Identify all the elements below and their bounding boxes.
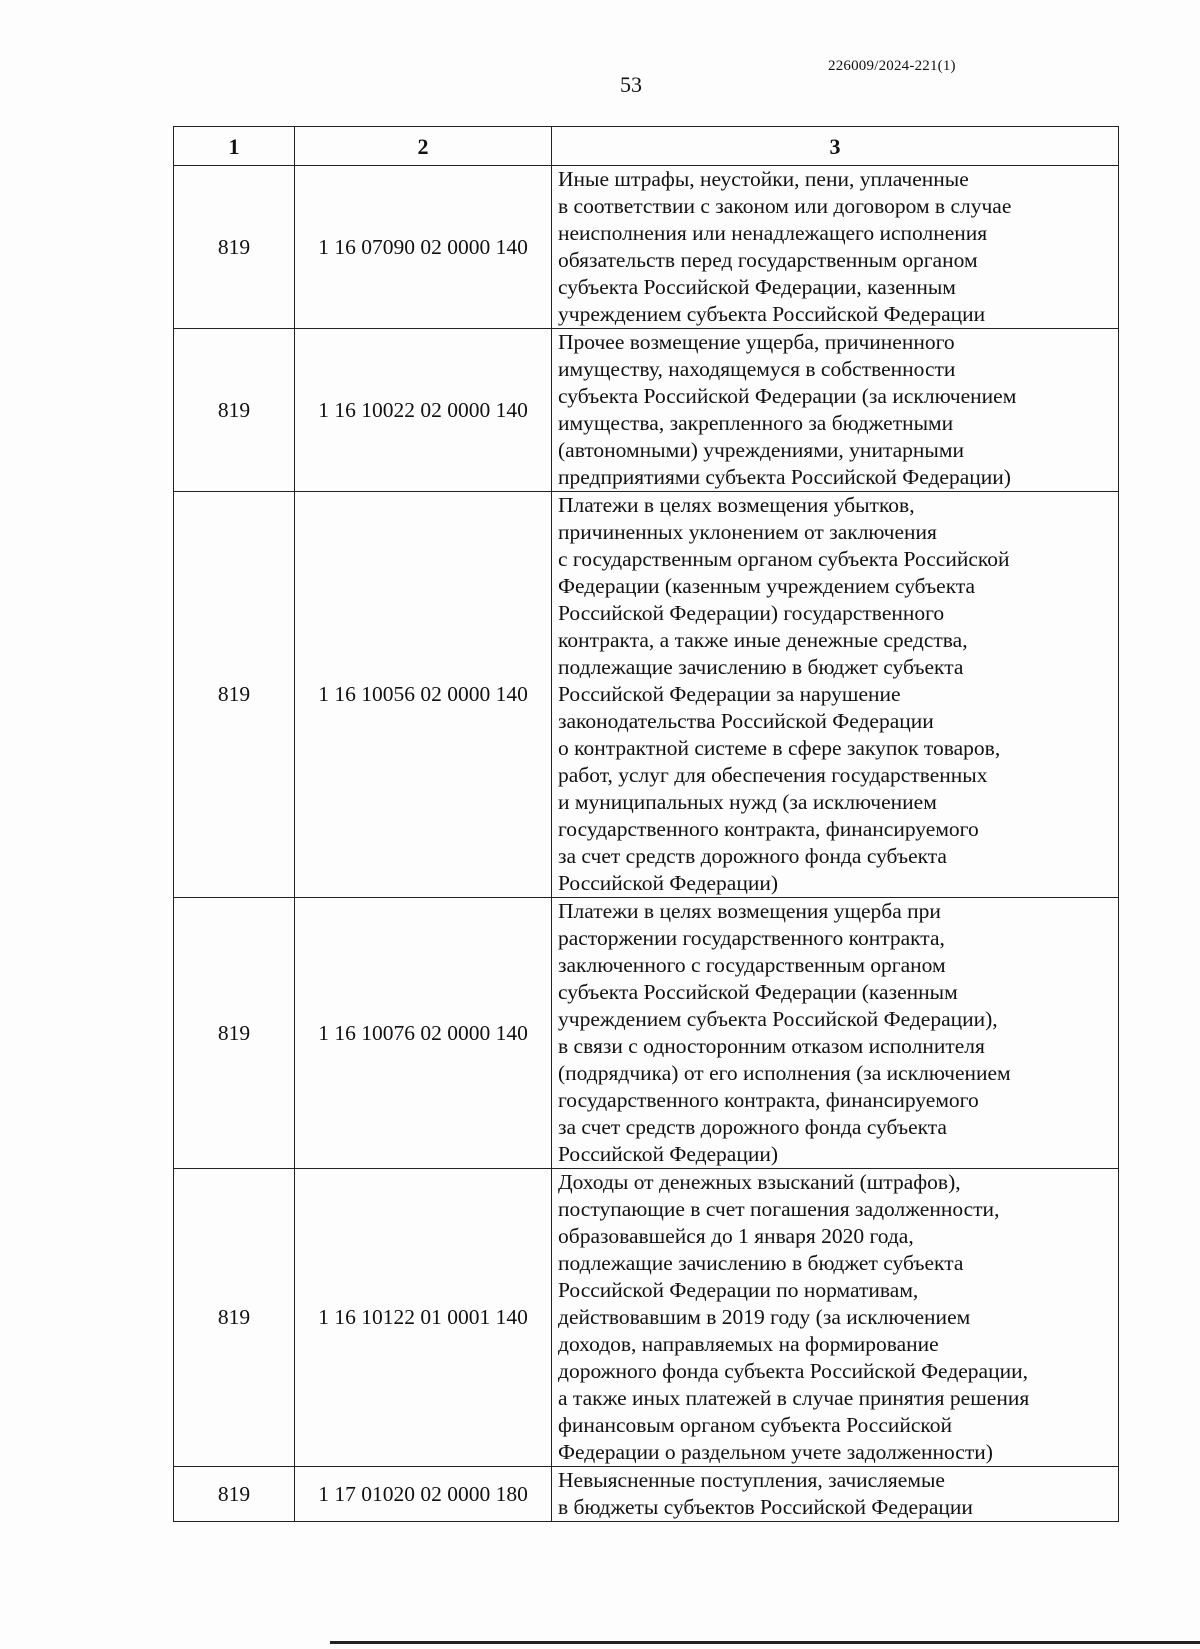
revenue-name-line: Иные штрафы, неустойки, пени, уплаченные [558,167,969,191]
revenue-name-cell [552,1169,1119,1467]
document-number: 226009/2024-221(1) [828,58,956,74]
revenue-name-line: действовавшим в 2019 году (за исключением [558,1305,971,1329]
revenue-name-line: Платежи в целях возмещения убытков, [558,493,915,517]
table-row [174,1169,1119,1467]
revenue-name-line: субъекта Российской Федерации (за исключением [558,384,1017,408]
revenue-name-cell [552,492,1119,898]
table-row [174,898,1119,1169]
revenue-name-cell [552,898,1119,1169]
table-row [174,166,1119,329]
revenue-name-cell [552,329,1119,492]
revenue-name-line: (подрядчика) от его исполнения (за исключением [558,1061,1011,1085]
table-row [174,492,1119,898]
admin-code-cell: 819 [174,166,295,329]
revenue-name-line: учреждением субъекта Российской Федерации), [558,1007,998,1031]
budget-code-cell: 1 16 07090 02 0000 140 [295,166,552,329]
column-header-2: 2 [295,127,552,166]
page-number: 53 [620,72,642,97]
revenue-name-line: в бюджеты субъектов Российской Федерации [558,1495,973,1519]
revenue-name-cell [552,1467,1119,1522]
revenue-name-line: подлежащие зачислению в бюджет субъекта [558,655,964,679]
revenue-name-line: в соответствии с законом или договором в случае [558,194,1012,218]
revenue-name-line: Федерации о раздельном учете задолженности) [558,1440,993,1464]
admin-code-cell: 819 [174,1169,295,1467]
revenue-name-line: работ, услуг для обеспечения государственных [558,763,988,787]
revenue-name-line: дорожного фонда субъекта Российской Федерации, [558,1359,1028,1383]
budget-code-cell: 1 17 01020 02 0000 180 [295,1467,552,1522]
revenue-name-line: подлежащие зачислению в бюджет субъекта [558,1251,964,1275]
budget-code-cell: 1 16 10056 02 0000 140 [295,492,552,898]
revenue-name-line: учреждением субъекта Российской Федерации [558,302,986,326]
revenue-name-line: субъекта Российской Федерации, казенным [558,275,956,299]
revenue-name-line: финансовым органом субъекта Российской [558,1413,953,1437]
revenue-name-line: имуществу, находящемуся в собственности [558,357,956,381]
revenue-name-line: Доходы от денежных взысканий (штрафов), [558,1170,961,1194]
admin-code-cell: 819 [174,492,295,898]
column-header-1: 1 [174,127,295,166]
revenue-name-line: Прочее возмещение ущерба, причиненного [558,330,955,354]
revenue-name-line: законодательства Российской Федерации [558,709,934,733]
budget-code-cell: 1 16 10022 02 0000 140 [295,329,552,492]
revenue-name-line: контракта, а также иные денежные средства, [558,628,968,652]
revenue-name-line: Российской Федерации) государственного [558,601,945,625]
revenue-name-line: и муниципальных нужд (за исключением [558,790,937,814]
revenue-name-line: Российской Федерации) [558,1142,779,1166]
admin-code-cell: 819 [174,1467,295,1522]
revenue-codes-table [173,126,1119,1522]
revenue-name-line: имущества, закрепленного за бюджетными [558,411,954,435]
revenue-name-line: неисполнения или ненадлежащего исполнения [558,221,988,245]
revenue-name-line: Российской Федерации по нормативам, [558,1278,919,1302]
budget-code-cell: 1 16 10122 01 0001 140 [295,1169,552,1467]
revenue-name-line: доходов, направляемых на формирование [558,1332,939,1356]
revenue-name-line: (автономными) учреждениями, унитарными [558,438,964,462]
revenue-name-line: Платежи в целях возмещения ущерба при [558,899,941,923]
revenue-name-line: в связи с односторонним отказом исполнителя [558,1034,985,1058]
bottom-scan-line [330,1641,1200,1644]
revenue-name-line: государственного контракта, финансируемого [558,1088,979,1112]
revenue-name-line: а также иных платежей в случае принятия решения [558,1386,1030,1410]
revenue-name-line: расторжении государственного контракта, [558,926,945,950]
revenue-name-line: государственного контракта, финансируемого [558,817,979,841]
admin-code-cell: 819 [174,329,295,492]
column-header-3: 3 [552,127,1119,166]
revenue-name-line: заключенного с государственным органом [558,953,946,977]
revenue-name-line: поступающие в счет погашения задолженности, [558,1197,1000,1221]
revenue-name-line: Российской Федерации) [558,871,779,895]
revenue-name-line: образовавшейся до 1 января 2020 года, [558,1224,914,1248]
revenue-name-line: обязательств перед государственным органом [558,248,978,272]
table-header-row [174,127,1119,166]
revenue-name-line: за счет средств дорожного фонда субъекта [558,844,947,868]
revenue-name-line: за счет средств дорожного фонда субъекта [558,1115,947,1139]
revenue-name-line: Российской Федерации за нарушение [558,682,901,706]
table-row [174,1467,1119,1522]
table-row [174,329,1119,492]
revenue-name-line: с государственным органом субъекта Российской [558,547,1010,571]
revenue-name-line: причиненных уклонением от заключения [558,520,937,544]
revenue-name-cell [552,166,1119,329]
budget-code-cell: 1 16 10076 02 0000 140 [295,898,552,1169]
revenue-name-line: субъекта Российской Федерации (казенным [558,980,958,1004]
revenue-name-line: Федерации (казенным учреждением субъекта [558,574,976,598]
revenue-name-line: о контрактной системе в сфере закупок товаров, [558,736,1001,760]
revenue-name-line: предприятиями субъекта Российской Федерации) [558,465,1011,489]
revenue-name-line: Невыясненные поступления, зачисляемые [558,1468,945,1492]
admin-code-cell: 819 [174,898,295,1169]
table-body [174,166,1119,1522]
